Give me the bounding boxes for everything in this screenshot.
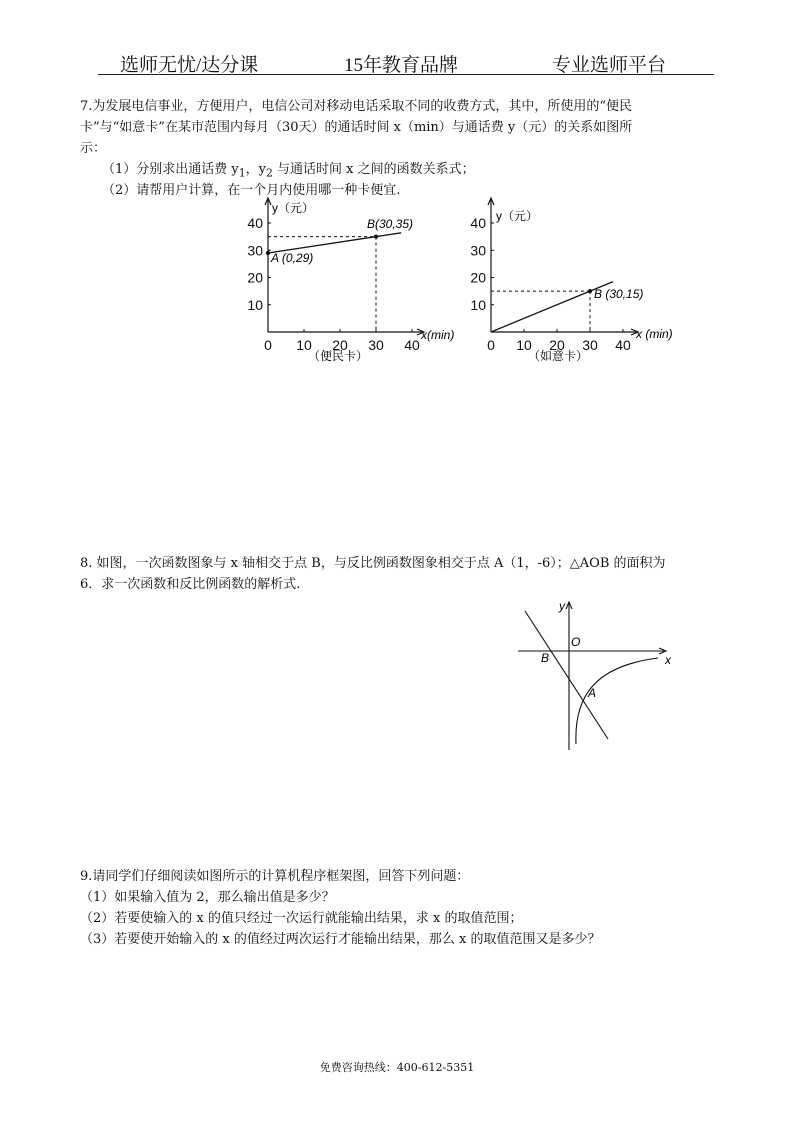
chart-bianmin-card (240, 196, 470, 371)
y-tick-label: 40 (247, 215, 263, 231)
chart2-point-b-label: B (30,15) (594, 287, 644, 301)
chart1-ylabel: y（元） (272, 201, 315, 215)
x-tick-label: 30 (582, 337, 598, 353)
header-center: 15年教育品牌 (344, 55, 459, 76)
q8-line1: 8. 如图，一次函数图象与 x 轴相交于点 B，与反比例函数图象相交于点 A（1，-6）；△AOB 的面积为 (80, 556, 666, 571)
y-tick-label: 30 (470, 242, 486, 259)
q8-inverse-function-curve (576, 658, 658, 744)
x-tick-label: 30 (368, 337, 384, 353)
q7-sub1-text-b: ，y (245, 162, 266, 177)
page-header (98, 48, 714, 75)
chart2-xlabel: x (min) (636, 327, 673, 341)
q7-line3: 示： (80, 141, 107, 156)
data-point (375, 235, 378, 238)
q9-line1: 9.请同学们仔细阅读如图所示的计算机程序框架图，回答下列问题： (80, 869, 470, 884)
x-tick-label: 0 (264, 337, 272, 353)
q9-line4: （3）若要使开始输入的 x 的值经过两次运行才能输出结果，那么 x 的取值范围又是多少？ (80, 932, 601, 947)
chart1-point-b-label: B(30,35) (367, 217, 414, 231)
header-right: 专业选师平台 (552, 55, 667, 76)
q8-figure (510, 596, 690, 756)
q9-line2: （1）如果输入值为 2，那么输出值是多少？ (80, 890, 335, 905)
y-tick-label: 20 (247, 269, 263, 286)
q8-label-a: A (588, 686, 597, 700)
chart-ruyi-card (462, 196, 694, 371)
footer-hotline: 免费咨询热线：400-612-5351 (319, 1061, 475, 1074)
chart1-point-a-label: A (0,29) (271, 251, 314, 265)
question-9 (80, 866, 600, 950)
chart2-title: （如意卡） (528, 349, 589, 363)
q8-linear-function-line (525, 611, 608, 739)
data-point (589, 290, 592, 293)
q8-line2: 6．求一次函数和反比例函数的解析式. (80, 577, 301, 592)
x-tick-label: 20 (332, 337, 348, 353)
x-tick-label: 0 (487, 337, 495, 353)
y-tick-label: 30 (247, 242, 263, 259)
y-tick-label: 10 (247, 296, 263, 313)
q8-label-y: y (559, 599, 565, 613)
y-tick-label: 10 (470, 296, 486, 313)
x-tick-label: 10 (296, 337, 312, 353)
q7-sub1-subscript-2: 2 (266, 166, 273, 180)
data-point (267, 251, 270, 254)
q7-sub1 (80, 159, 700, 180)
q8-label-b: B (541, 651, 550, 665)
q7-sub1-subscript-1: 1 (238, 166, 246, 180)
q9-line3: （2）若要使输入的 x 的值只经过一次运行就能输出结果，求 x 的取值范围； (80, 911, 523, 926)
x-tick-label: 40 (615, 337, 631, 353)
x-tick-label: 40 (404, 337, 420, 353)
q7-sub1-text-c: 与通话时间 x 之间的函数关系式； (272, 162, 475, 177)
y-tick-label: 40 (470, 215, 486, 231)
question-8 (80, 553, 666, 595)
q7-sub1-text-a: （1）分别求出通话费 y (102, 162, 239, 177)
x-tick-label: 10 (516, 337, 532, 353)
q7-line1: 7.为发展电信事业，方便用户，电信公司对移动电话采取不同的收费方式，其中，所使用的“便民 (80, 99, 633, 114)
question-7 (80, 96, 700, 201)
header-left: 选师无忧/达分课 (120, 55, 259, 76)
q7-sub2: （2）请帮用户计算，在一个月内使用哪一种卡便宜. (102, 183, 401, 198)
chart1-title: （便民卡） (308, 349, 369, 363)
x-tick-label: 20 (549, 337, 565, 353)
q7-line2: 卡”与“如意卡”在某市范围内每月（30天）的通话时间 x（min）与通话费 y（元）的关系如图所 (80, 120, 633, 135)
q8-label-o: O (571, 635, 581, 649)
y-tick-label: 20 (470, 269, 486, 286)
series-line (268, 233, 401, 253)
chart2-ylabel: y（元） (496, 209, 539, 223)
chart1-xlabel: x(min) (421, 328, 455, 342)
q8-label-x: x (665, 653, 671, 667)
